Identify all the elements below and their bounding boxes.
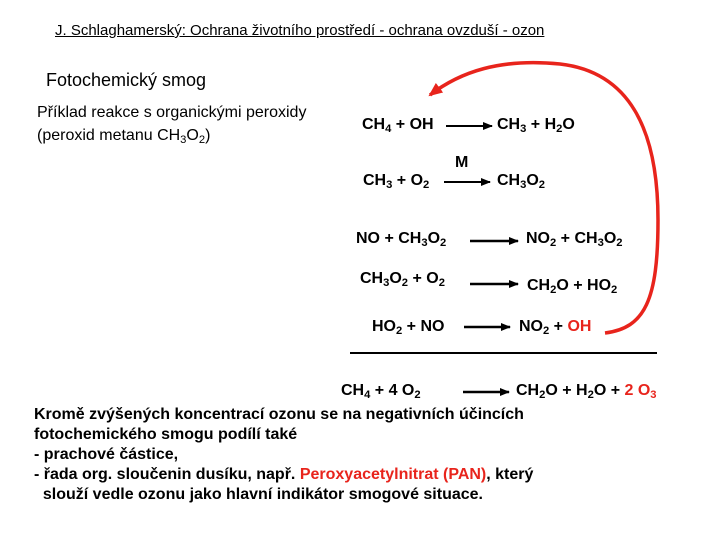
- paragraph-line-2: fotochemického smogu podílí také: [34, 426, 298, 443]
- reaction-3-reactants: NO + $CH_3O_2$: [356, 230, 447, 249]
- pan-highlight: Peroxyacetylnitrat (PAN): [299, 466, 487, 483]
- reaction-2-reactants: $CH_3 + O_2$: [363, 172, 430, 191]
- paragraph-line-4: - řada org. sloučenin dusíku, např. Peroxyacetylnitrat (PAN), který: [34, 466, 534, 483]
- reaction-5-reactants: $HO_2$ + NO: [372, 318, 445, 337]
- catalyst-label: M: [455, 154, 469, 171]
- paragraph-line-1: Kromě zvýšených koncentrací ozonu se na negativních účincích: [34, 406, 524, 423]
- reaction-4-reactants: $CH_3O_2 + O_2$: [360, 270, 445, 289]
- cycle-arrow: [430, 63, 658, 333]
- paragraph-line-3: - prachové částice,: [34, 446, 179, 463]
- example-line-2: (peroxid metanu $CH_3O_2$): [37, 127, 211, 146]
- sum-reaction-reactants: $CH_4 + 4$ $O_2$: [341, 382, 421, 401]
- example-line-1: Příklad reakce s organickými peroxidy: [37, 104, 307, 121]
- reaction-1-products: $CH_3 + H_2O$: [497, 116, 575, 135]
- reaction-3-products: $NO_2 + CH_3O_2$: [526, 230, 623, 249]
- reaction-1-reactants: $CH_4$ + OH: [362, 116, 434, 135]
- sum-reaction-products: $CH_2O + H_2O + 2$ $O_3$: [516, 382, 657, 401]
- paragraph-line-5: slouží vedle ozonu jako hlavní indikátor smogové situace.: [34, 486, 483, 503]
- reaction-5-products: $NO_2$ + OH: [519, 318, 592, 337]
- reaction-4-products: $CH_2O + HO_2$: [527, 277, 618, 296]
- reaction-2-products: $CH_3O_2$: [497, 172, 546, 191]
- explanation-paragraph: [34, 405, 674, 505]
- topic-title: Fotochemický smog: [46, 70, 207, 90]
- page-header: J. Schlaghamerský: Ochrana životního prostředí - ochrana ovzduší - ozon: [55, 22, 545, 39]
